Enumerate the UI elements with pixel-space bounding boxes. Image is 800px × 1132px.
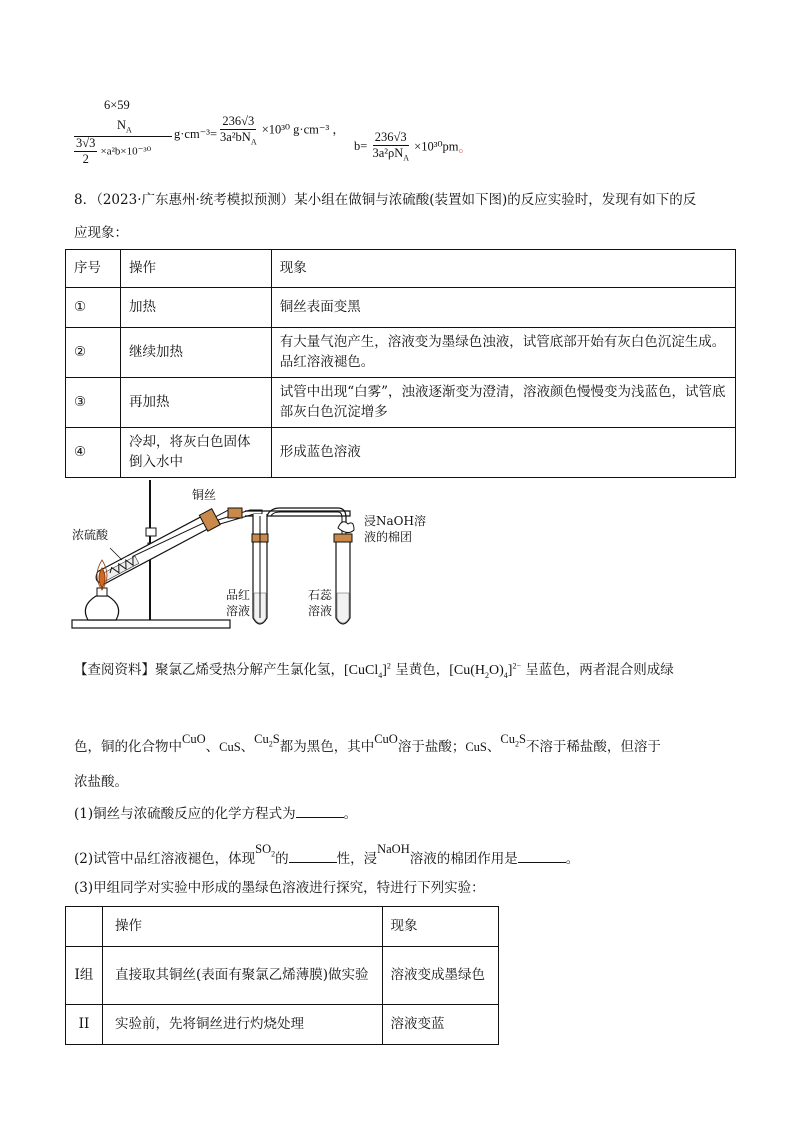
chem-cu2s	[254, 732, 280, 749]
question-1	[74, 804, 357, 824]
chem-text: S	[518, 732, 526, 746]
info-line2	[74, 730, 661, 757]
question-text: 。	[565, 851, 580, 867]
info-text: 、	[240, 739, 255, 755]
chem-so2	[255, 842, 276, 859]
label-pinhong2: 溶液	[226, 604, 251, 618]
formula-text: 。	[458, 140, 471, 155]
row-ph: 溶液变成墨绿色	[382, 947, 498, 1005]
formula-text: ×a²b×10⁻³⁰	[100, 145, 152, 158]
row-ph: 有大量气泡产生，溶液变为墨绿色浊液，试管底部开始有灰白色沉淀生成。品红溶液褪色。	[271, 328, 735, 378]
formula-text: A	[403, 153, 410, 163]
label-pinhong: 品红	[226, 588, 251, 602]
info-text: 、	[486, 739, 501, 755]
chem-text: NaOH	[377, 842, 410, 856]
formula-text: A	[250, 137, 257, 147]
observation-table	[65, 249, 736, 478]
answer-blank[interactable]	[289, 850, 337, 863]
formula-b	[354, 130, 471, 163]
header-cell	[66, 907, 103, 947]
row-ph: 溶液变蓝	[382, 1005, 498, 1045]
formula-text	[370, 146, 411, 163]
chem-text: 2−	[512, 661, 521, 671]
chem-text: CuS	[465, 740, 487, 754]
u-tube2-stopper	[334, 534, 352, 542]
formula-text: N	[117, 118, 127, 132]
alcohol-lamp	[85, 596, 118, 620]
chem-text: 2	[514, 739, 519, 749]
litmus-liquid	[337, 593, 349, 623]
question-text: 性，浸	[336, 851, 378, 867]
row-op: 继续加热	[120, 328, 271, 378]
question-text: 的	[275, 851, 289, 867]
chem-text: Cu	[254, 732, 269, 746]
row-op: 直接取其铜丝(表面有聚氯乙烯薄膜)做实验	[102, 947, 382, 1005]
table-row	[66, 947, 499, 1005]
formula-text: 3a²bN	[220, 130, 251, 144]
question-text: 溶液的棉团作用是	[409, 851, 518, 867]
chem-text: CuO	[182, 732, 206, 746]
formula-top-n	[117, 118, 132, 135]
chem-text: S	[272, 732, 280, 746]
rubber-joint	[228, 508, 242, 518]
chem-text: ]	[382, 663, 387, 678]
clamp	[146, 528, 156, 536]
chem-cu2s-2	[500, 732, 526, 749]
info-line1	[74, 660, 674, 682]
row-ph: 试管中出现“白雾”，浊液逐渐变为澄清，溶液颜色慢慢变为浅蓝色，试管底部灰白色沉淀增多	[271, 378, 735, 428]
label-wire: 铜丝	[192, 488, 217, 502]
lamp-neck	[97, 588, 107, 596]
formula-text: 236√3	[374, 130, 407, 144]
chem-text: ]	[507, 663, 513, 678]
formula-text: 236√3	[222, 114, 255, 128]
info-text: 呈黄色，	[390, 662, 450, 678]
question-2	[74, 840, 579, 869]
header-cell: 现象	[382, 907, 498, 947]
question-3: (3)甲组同学对实验中形成的墨绿色溶液进行探究，特进行下列实验：	[74, 880, 485, 896]
answer-blank[interactable]	[296, 805, 344, 818]
question-text: 。	[343, 806, 358, 822]
row-op: 实验前，先将铜丝进行灼烧处理	[102, 1005, 382, 1045]
table-row	[66, 288, 736, 328]
formula-text: ，	[332, 122, 345, 137]
table-row	[66, 378, 736, 428]
question-text: (2)试管中品红溶液褪色，体现	[74, 851, 256, 867]
chem-text: 2	[268, 739, 273, 749]
formula-top-numerator	[104, 98, 130, 113]
chem-text: Cu	[500, 732, 515, 746]
info-text: 呈蓝色，两者混合则成绿	[520, 662, 674, 678]
label-litmus: 石蕊	[308, 588, 333, 602]
formula-inner-fraction	[74, 136, 151, 167]
chem-text: 2	[271, 849, 276, 859]
chem-text: CuS	[219, 740, 241, 754]
chem-text: 4	[378, 670, 383, 680]
chem-text: 4	[503, 670, 508, 680]
label-acid: 浓硫酸	[72, 528, 109, 542]
formula-text: g·cm⁻³	[293, 122, 330, 137]
table-row	[66, 428, 736, 478]
formula-text: ×10³⁰pm	[414, 139, 459, 154]
formula-text: 6×59	[104, 98, 130, 112]
formula-frac	[218, 114, 259, 147]
chem-text: O)	[488, 663, 504, 678]
row-no: ①	[66, 288, 121, 328]
q8-line2: 应现象：	[74, 225, 128, 241]
chem-text: [CuCl	[344, 663, 379, 678]
info-text: 溶于盐酸；	[397, 739, 466, 755]
formula-text: 3√3	[76, 136, 96, 150]
row-op: 再加热	[120, 378, 271, 428]
row-ph: 铜丝表面变黑	[271, 288, 735, 328]
formula-text: 3a²ρN	[372, 146, 404, 160]
chem-text: SO	[255, 842, 272, 856]
table-header	[66, 250, 736, 288]
formula-text: b=	[354, 139, 368, 154]
row-ph: 形成蓝色溶液	[271, 428, 735, 478]
formula-text: =	[210, 127, 218, 141]
formula-text: g·cm⁻³	[174, 127, 211, 141]
header-cell: 现象	[271, 250, 735, 288]
apparatus-figure	[70, 478, 490, 634]
experiment-table	[65, 906, 499, 1045]
formula-text: A	[126, 125, 132, 135]
header-cell: 操作	[120, 250, 271, 288]
chem-cucl4	[344, 663, 391, 678]
formula-fraction2	[218, 114, 345, 147]
chem-text: 2	[386, 661, 391, 671]
formula-text: ×10³⁰	[261, 122, 291, 137]
info-text: 、	[205, 739, 220, 755]
info-text: 【查阅资料】聚氯乙烯受热分解产生氯化氢，	[74, 662, 344, 678]
table-row	[66, 1005, 499, 1045]
formula-frac	[74, 136, 97, 167]
chem-text: [Cu(H	[449, 663, 485, 678]
leader-acid	[110, 548, 122, 560]
chem-text: CuO	[374, 732, 398, 746]
formula-text: 2	[82, 152, 89, 166]
chem-cuh2o	[449, 663, 521, 678]
answer-blank[interactable]	[518, 850, 566, 863]
question-text: (1)铜丝与浓硫酸反应的化学方程式为	[74, 806, 296, 822]
info-text: 不溶于稀盐酸，但溶于	[525, 739, 661, 755]
formula-frac	[370, 130, 411, 163]
row-op: 加热	[120, 288, 271, 328]
q8-line1: 8．（2023·广东惠州·统考模拟预测）某小组在做铜与浓硫酸(装置如下图)的反应实验时，发现有如下的反	[74, 192, 697, 208]
row-no: ③	[66, 378, 121, 428]
chem-text: 2	[484, 670, 489, 680]
row-no: ④	[66, 428, 121, 478]
cotton-ball	[338, 522, 354, 533]
row-op: 冷却，将灰白色固体倒入水中	[120, 428, 271, 478]
header-cell: 序号	[66, 250, 121, 288]
row-no: ②	[66, 328, 121, 378]
reaction-tube	[93, 500, 237, 588]
table-header	[66, 907, 499, 947]
info-line3: 浓盐酸。	[74, 774, 128, 790]
info-text: 都为黑色，其中	[279, 739, 375, 755]
label-naoh: 浸NaOH溶	[364, 514, 426, 528]
table-row	[66, 328, 736, 378]
header-cell: 操作	[102, 907, 382, 947]
row-group: II	[66, 1005, 103, 1045]
info-text: 色，铜的化合物中	[74, 739, 182, 755]
formula-text	[218, 130, 259, 147]
label-naoh2: 液的棉团	[364, 530, 413, 544]
stand-base	[72, 620, 230, 628]
row-group: I组	[66, 947, 103, 1005]
label-litmus2: 溶液	[308, 604, 333, 618]
formula-unit1	[174, 126, 217, 142]
